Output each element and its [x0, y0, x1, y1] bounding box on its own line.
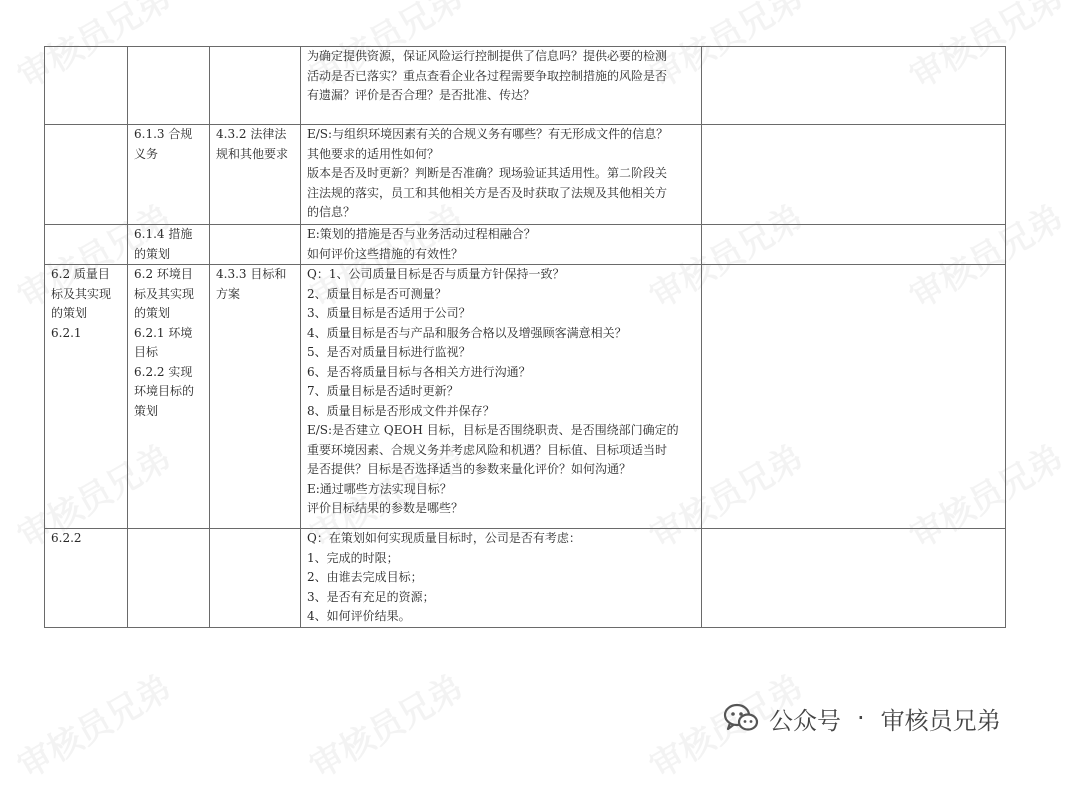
cell-text-line: 6.2.1 — [51, 325, 82, 340]
table-cell-col2 — [128, 125, 210, 225]
cell-text-line: 6.2.2 实现 — [134, 364, 193, 379]
cell-text-line: E/S:与组织环境因素有关的合规义务有哪些？有无形成文件的信息？ — [307, 127, 669, 141]
table-cell-col4 — [301, 529, 702, 628]
table-cell-col5 — [702, 265, 1006, 529]
table-cell-col3 — [210, 225, 301, 265]
table-cell-col3 — [210, 125, 301, 225]
cell-text-line: 3、是否有充足的资源； — [307, 589, 435, 604]
table-cell-col1 — [45, 529, 128, 628]
cell-text-line: 评价目标结果的参数是哪些？ — [307, 501, 464, 515]
table-cell-col1 — [45, 265, 128, 529]
cell-text-line: 为确定提供资源，保证风险运行控制提供了信息吗？提供必要的检测 — [307, 49, 668, 63]
cell-text-line: 如何评价这些措施的有效性？ — [307, 246, 464, 261]
cell-text-line: 标及其实现 — [51, 286, 112, 301]
table-cell-col1 — [45, 47, 128, 125]
cell-text-line: E:通过哪些方法实现目标？ — [307, 481, 452, 496]
cell-text-line: 注法规的落实，员工和其他相关方是否及时获取了法规及其他相关方 — [307, 185, 668, 200]
cell-text-line: 环境目标的 — [134, 384, 195, 398]
table-cell-col3 — [210, 47, 301, 125]
table-cell-col4 — [301, 125, 702, 225]
cell-text-line: 义务 — [134, 146, 159, 161]
cell-text-line: 有遗漏？评价是否合理？是否批准、传达？ — [307, 88, 536, 102]
table-cell-col5 — [702, 47, 1006, 125]
table-row — [45, 529, 1006, 628]
watermark-text — [299, 661, 471, 788]
cell-text-line: 1、完成的时限； — [307, 550, 399, 565]
cell-text-line: 6.1.4 措施 — [134, 227, 193, 241]
cell-text-line: 版本是否及时更新？判断是否准确？现场验证其适用性。第二阶段关 — [307, 166, 668, 180]
table-cell-col3 — [210, 529, 301, 628]
cell-text-line: 的策划 — [134, 246, 171, 261]
cell-text-line: 规和其他要求 — [216, 146, 289, 161]
cell-text-line: 是否提供？目标是否选择适当的参数来量化评价？如何沟通？ — [307, 462, 632, 476]
cell-text-line: 6.1.3 合规 — [134, 127, 193, 141]
table-cell-col2 — [128, 265, 210, 529]
cell-text-line: 的信息？ — [307, 205, 356, 219]
cell-text-line: 目标 — [134, 345, 159, 359]
cell-text-line: 5、是否对质量目标进行监视？ — [307, 345, 471, 359]
cell-text-line: 的策划 — [51, 306, 88, 320]
table-cell-col2 — [128, 225, 210, 265]
cell-text-line: 活动是否已落实？重点查看企业各过程需要争取控制措施的风险是否 — [307, 68, 668, 83]
footer-separator: · — [857, 704, 865, 732]
table-row — [45, 225, 1006, 265]
cell-text-line: 策划 — [134, 403, 159, 418]
table-cell-col5 — [702, 125, 1006, 225]
cell-text-line: 2、由谁去完成目标； — [307, 570, 423, 584]
cell-text-line: 6.2.1 环境 — [134, 325, 193, 340]
audit-checklist-table — [44, 46, 1006, 628]
table-cell-col2 — [128, 47, 210, 125]
cell-text-line: 标及其实现 — [134, 286, 195, 301]
cell-text-line: E/S:是否建立 QEOH 目标，目标是否围绕职责、是否围绕部门确定的 — [307, 423, 679, 437]
cell-text-line: 6.2 质量目 — [51, 267, 110, 281]
table-cell-col4 — [301, 47, 702, 125]
cell-text-line: 4.3.2 法律法 — [216, 127, 287, 141]
cell-text-line: 4.3.3 目标和 — [216, 267, 287, 281]
cell-text-line: 6.2 环境目 — [134, 267, 193, 281]
table-cell-col2 — [128, 529, 210, 628]
cell-text-line: 2、质量目标是否可测量？ — [307, 286, 447, 301]
footer-prefix: 公众号 — [769, 706, 841, 735]
cell-text-line: E:策划的措施是否与业务活动过程相融合？ — [307, 227, 536, 241]
cell-text-line: 4、质量目标是否与产品和服务合格以及增强顾客满意相关？ — [307, 325, 627, 340]
cell-text-line: Q：1、公司质量目标是否与质量方针保持一致？ — [307, 267, 565, 281]
cell-text-line: 方案 — [216, 286, 241, 301]
table-cell-col1 — [45, 225, 128, 265]
cell-text-line: 3、质量目标是否适用于公司？ — [307, 306, 471, 320]
table-cell-col4 — [301, 225, 702, 265]
cell-text-line: Q：在策划如何实现质量目标时，公司是否有考虑： — [307, 531, 581, 545]
wechat-icon — [723, 703, 759, 733]
cell-text-line: 8、质量目标是否形成文件并保存？ — [307, 403, 495, 418]
table-cell-col4 — [301, 265, 702, 529]
cell-text-line: 6.2.2 — [51, 531, 82, 545]
cell-text-line: 6、是否将质量目标与各相关方进行沟通？ — [307, 364, 531, 379]
cell-text-line: 4、如何评价结果。 — [307, 609, 411, 623]
table-cell-col5 — [702, 225, 1006, 265]
cell-text-line: 7、质量目标是否适时更新？ — [307, 384, 459, 398]
footer-account — [723, 700, 1001, 736]
table-row — [45, 265, 1006, 529]
cell-text-line: 的策划 — [134, 306, 171, 320]
table-body — [45, 47, 1006, 628]
table-row — [45, 47, 1006, 125]
watermark-text — [7, 661, 179, 788]
cell-text-line: 其他要求的适用性如何？ — [307, 146, 440, 161]
cell-text-line: 重要环境因素、合规义务并考虑风险和机遇？目标值、目标项适当时 — [307, 442, 668, 457]
footer-account-name: 审核员兄弟 — [880, 706, 1001, 735]
table-row — [45, 125, 1006, 225]
table-cell-col3 — [210, 265, 301, 529]
table-cell-col5 — [702, 529, 1006, 628]
table-cell-col1 — [45, 125, 128, 225]
